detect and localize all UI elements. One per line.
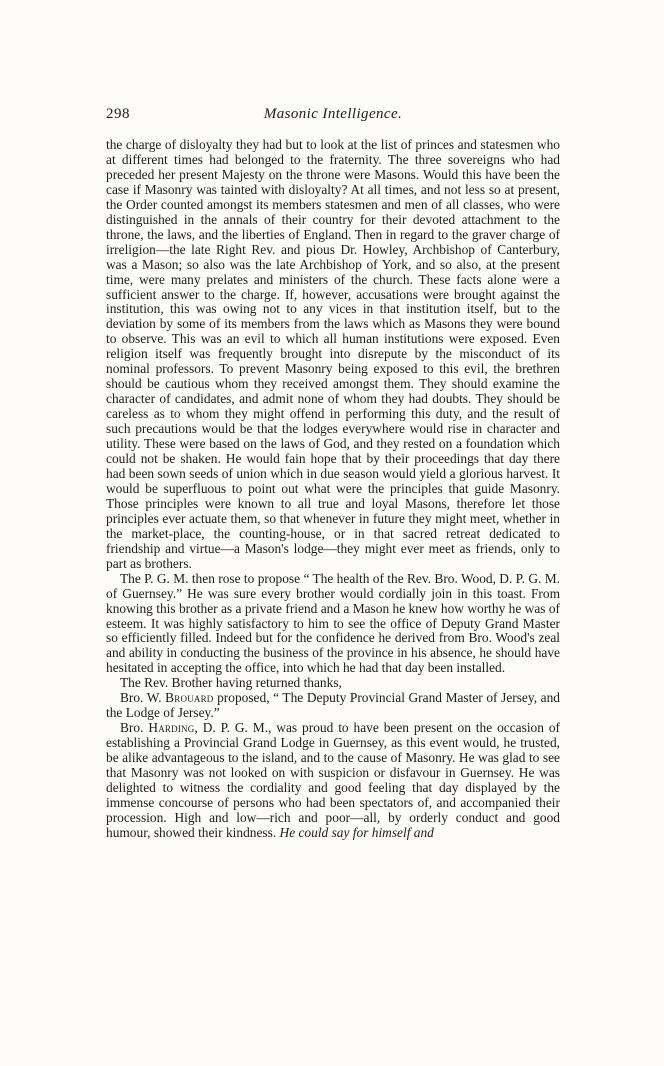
page-number: 298 — [106, 106, 130, 122]
running-title: Masonic Intelligence. — [263, 106, 403, 122]
speaker-name: Brouard — [165, 690, 214, 706]
text-segment: , D. P. G. M., was proud to have been present on the occasion of establishing a Provincial Grand Lodge in Guernsey, as this event would, he trusted, be alike advantageous to the island, and to the cause of Masonry. He was glad to see that Masonry was not looked on with suspicion or disfavour in Guernsey. He was delighted to witness the cordiality and good feeling that day displayed by the immense concourse of persons who had been spectators of, and accompanied their procession. High and low—rich and poor—all, by orderly conduct and good humour, showed their kindness. — [106, 720, 561, 840]
paragraph — [106, 691, 560, 721]
text-segment: The Rev. Brother having returned thanks, — [120, 675, 342, 691]
text-segment: the charge of disloyalty they had but to look at the list of princes and statesmen who at different times had belonged to the fraternity. The three sovereigns who had preceded her present Majesty on the throne were Masons. Would this have been the case if Masonry was tainted with disloyalty? At all times, and not less so at present, the Order counted amongst its members statesmen and men of all classes, who were distinguished in the annals of their country for their devoted attachment to the throne, the laws, and the liberties of England. Then in regard to the graver charge of irreligion—the late Right Rev. and pious Dr. Howley, Archbishop of Canterbury, was a Mason; so also was the late Archbishop of York, and so also, at the present time, were many prelates and ministers of the church. These facts alone were a sufficient answer to the charge. If, however, accusations were brought against the institution, this was owing not to any vices in that institution itself, but to the deviation by some of its members from the laws which as Masons they were bound to observe. This was an evil to which all human institutions were exposed. Even religion itself was frequently brought into disrepute by the misconduct of its nominal professors. To prevent Masonry being exposed to this evil, the brethren should be cautious whom they received amongst them. They should examine the character of candidates, and admit none of whom they had doubts. They should be careless as to whom they might offend in performing this duty, and the result of such precautions would be that the lodges everywhere would rise in character and utility. These were based on the laws of God, and they rested on a foundation which could not be shaken. He would fain hope that by their proceedings that day there had been sown seeds of union which in due season would yield a glorious harvest. It would be superfluous to point out what were the principles that guide Masonry. Those principles were known to all true and loyal Masons, therefore let those principles ever actuate them, so that whenever in future they might meet, whether in the market-place, the counting-house, or in that sacred retreat dedicated to friendship and virtue—a Mason's lodge—they might ever meet as friends, only to part as brothers. — [106, 137, 560, 571]
speaker-name: Harding — [148, 720, 195, 736]
italic-text-segment: He could say for himself and — [279, 824, 434, 840]
paragraph — [106, 721, 560, 841]
text-segment: Bro. W. — [120, 690, 166, 706]
text-segment: The P. G. M. then rose to propose “ The health of the Rev. Bro. Wood, D. P. G. M. of Guernsey.” He was sure every brother would cordially join in this toast. From knowing this brother as a private friend and a Mason he knew how worthy he was of esteem. It was highly satisfactory to him to see the office of Deputy Grand Master so efficiently filled. Indeed but for the confidence he derived from Bro. Wood's zeal and ability in conducting the business of the province in his absence, he should have hesitated in accepting the office, into which he had that day been installed. — [106, 570, 560, 676]
text-segment: Bro. — [120, 720, 149, 736]
body-text — [106, 138, 560, 841]
paragraph — [106, 676, 560, 691]
paragraph — [106, 138, 560, 572]
page-header — [106, 106, 560, 126]
paragraph — [106, 572, 560, 677]
text-segment: proposed, “ The Deputy Provincial Grand Master of Jersey, and the Lodge of Jersey.” — [106, 690, 560, 721]
